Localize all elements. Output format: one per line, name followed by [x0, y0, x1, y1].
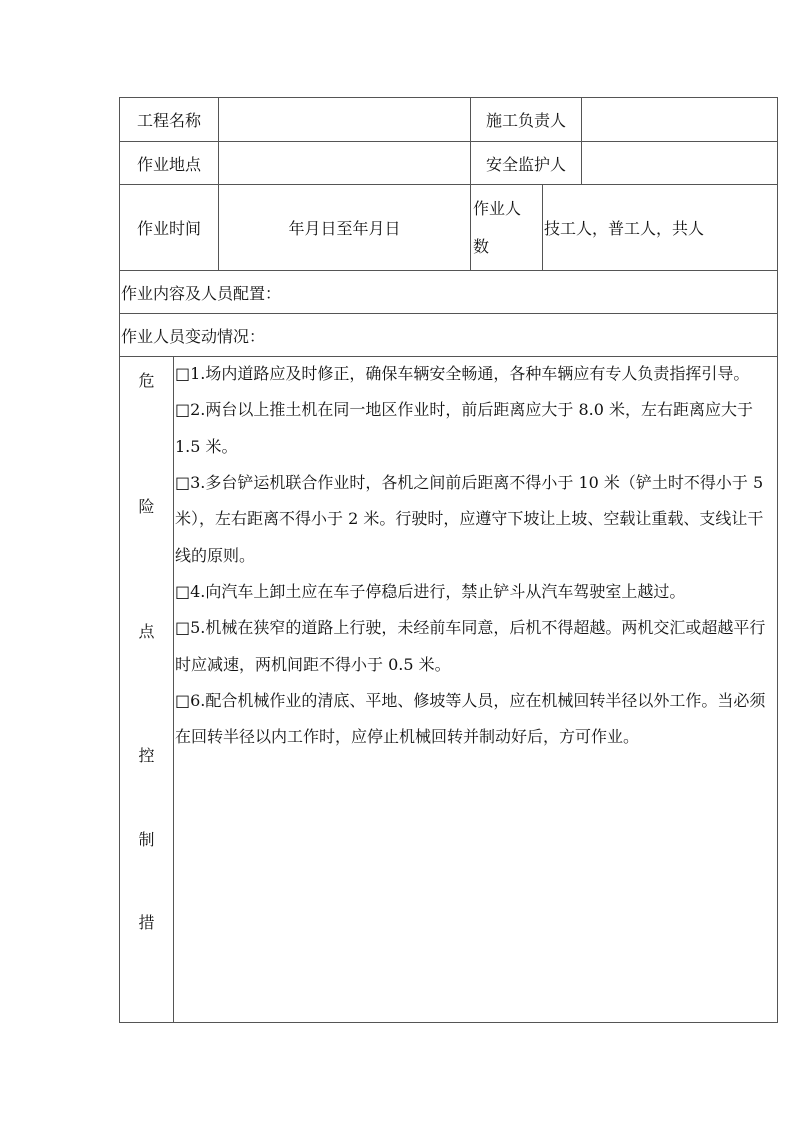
content-config-row[interactable] — [120, 271, 777, 313]
safety-supervisor-field[interactable] — [582, 142, 777, 184]
construction-leader-label-text: 施工负责人 — [485, 111, 566, 130]
safety-form-table — [119, 97, 778, 1023]
work-location-label-text: 作业地点 — [136, 154, 201, 174]
hazard-label-char: 制 — [138, 830, 155, 849]
hazard-label-char: 危 — [138, 371, 155, 390]
worker-count-label — [471, 185, 542, 270]
hazard-label-char: 点 — [138, 622, 155, 641]
personnel-change-row[interactable] — [120, 314, 777, 356]
hazard-measures-list — [175, 356, 775, 755]
hazard-item[interactable]: □6.配合机械作业的清底、平地、修坡等人员，应在机械回转半径以外工作。当必须在回转半径以内工作时，应停止机械回转并制动好后，方可作业。 — [175, 690, 766, 747]
worker-count-field[interactable] — [543, 185, 777, 270]
hazard-label-char: 控 — [138, 746, 155, 765]
work-location-field[interactable] — [219, 142, 470, 184]
project-name-label — [120, 98, 218, 141]
safety-supervisor-label-text: 安全监护人 — [485, 154, 566, 174]
worker-count-label-line2: 数 — [473, 236, 490, 256]
project-name-label-text: 工程名称 — [136, 111, 201, 130]
work-time-field[interactable] — [219, 185, 470, 270]
hazard-item[interactable]: □4.向汽车上卸土应在车子停稳后进行，禁止铲斗从汽车驾驶室上越过。 — [175, 581, 686, 601]
safety-supervisor-label — [471, 142, 581, 184]
content-config-label: 作业内容及人员配置： — [121, 283, 282, 303]
work-time-label — [120, 185, 218, 270]
hazard-item[interactable]: □1.场内道路应及时修正，确保车辆安全畅通，各种车辆应有专人负责指挥引导。 — [175, 364, 750, 383]
construction-leader-label — [471, 98, 581, 141]
hazard-label-char: 险 — [138, 497, 155, 516]
col-divider — [173, 356, 174, 1022]
personnel-change-label: 作业人员变动情况： — [121, 326, 266, 346]
work-time-value: 年月日至年月日 — [288, 219, 401, 238]
work-location-label — [120, 142, 218, 184]
hazard-item[interactable]: □3.多台铲运机联合作业时，各机之间前后距离不得小于 10 米（铲土时不得小于 5 米），左右距离不得小于 2 米。行驶时，应遵守下坡让上坡、空载让重载、支线让干线的原则。 — [175, 472, 764, 565]
project-name-field[interactable] — [219, 98, 470, 141]
worker-count-label-line1: 作业人 — [473, 198, 522, 218]
worker-count-value: 技工人，普工人，共人 — [544, 219, 705, 238]
work-time-label-text: 作业时间 — [136, 219, 201, 238]
hazard-item[interactable]: □5.机械在狭窄的道路上行驶，未经前车同意，后机不得超越。两机交汇或超越平行时应减速，两机间距不得小于 0.5 米。 — [175, 618, 766, 674]
construction-leader-field[interactable] — [582, 98, 777, 141]
hazard-item[interactable]: □2.两台以上推土机在同一地区作业时，前后距离应大于 8.0 米，左右距离应大于 1.5 米。 — [175, 400, 754, 456]
hazard-label-char: 措 — [138, 913, 155, 932]
